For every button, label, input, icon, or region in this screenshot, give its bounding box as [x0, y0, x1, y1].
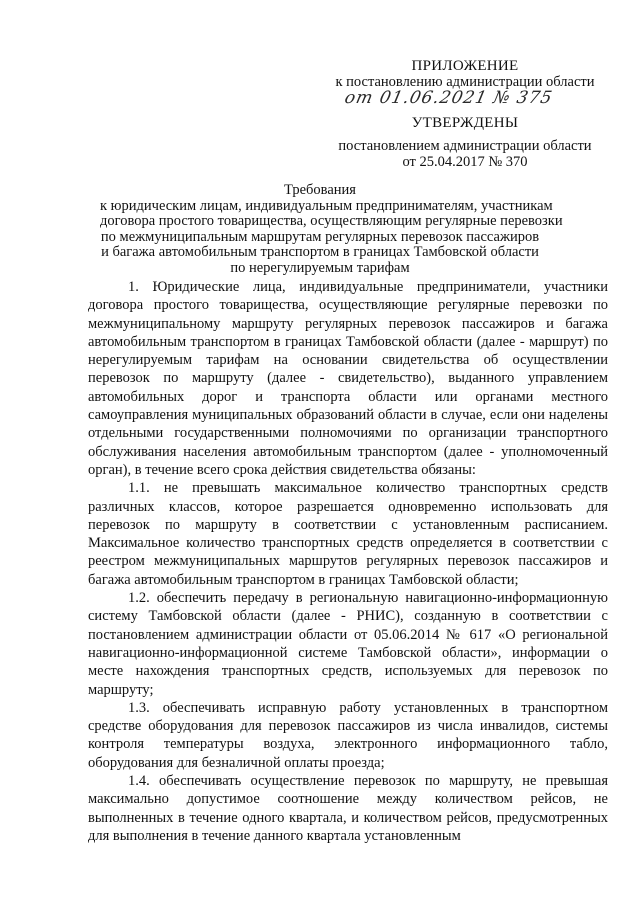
paragraph-1-2: 1.2. обеспечить передачу в региональную навигационно-информационную систему Тамбовской области (далее - РНИС), созданную в соответствии с постановлением администрации области от 05.06.2014 № 617 «О региональной навигационно-информационной системе Тамбовской области», информации о месте нахождения транспортных средств, используемых для перевозок по маршруту; — [88, 590, 608, 698]
paragraph-1-1: 1.1. не превышать максимальное количество транспортных средств различных классов, которое разрешается одновременно использовать для перевозок по маршруту в соответствии с установленным расписанием. Максимальное количество транспортных средств определяется в соответствии с реестром межмуниципальных маршрутов регулярных перевозок пассажиров и багажа автомобильным транспортом в границах Тамбовской области; — [88, 480, 608, 588]
approved-resolution-line: постановлением администрации области — [338, 138, 592, 154]
paragraph-1-3: 1.3. обеспечивать исправную работу установленных в транспортном средстве оборудования для перевозок пассажиров из числа инвалидов, системы контроля температуры воздуха, электронного информационного табло, оборудования для безналичной оплаты проезда; — [88, 699, 608, 771]
appendix-title: ПРИЛОЖЕНИЕ — [411, 58, 519, 74]
heading-line: и багажа автомобильным транспортом в границах Тамбовской области — [101, 244, 539, 260]
heading-line: договора простого товарищества, осуществляющим регулярные перевозки — [100, 213, 563, 229]
requirements-heading — [100, 182, 563, 276]
paragraph-1-4: 1.4. обеспечивать осуществление перевозок по маршруту, не превышая максимально допустимое соотношение между количеством рейсов, не выполненных в течение одного квартала, и количеством рейсов, предусмотренных для выполнения в течение данного квартала установленным — [88, 773, 608, 844]
heading-line: по нерегулируемым тарифам — [230, 259, 410, 276]
approved-title: УТВЕРЖДЕНЫ — [411, 115, 519, 131]
heading-line: к юридическим лицам, индивидуальным предпринимателям, участникам — [100, 197, 553, 214]
heading-line: по межмуниципальным маршрутам регулярных перевозок пассажиров — [100, 228, 540, 245]
approved-date-number: от 25.04.2017 № 370 — [402, 154, 528, 170]
paragraph-1: 1. Юридические лица, индивидуальные предприниматели, участники договора простого товарищества, осуществляющие регулярные перевозки по межмуниципальному маршруту регулярных перевозок пассажиров и багажа автомобильным транспортом в границах Тамбовской области (далее - маршрут) по нерегулируемым тарифам на основании свидетельства об осуществлении перевозок по маршруту (далее - свидетельство), выданного управлением автомобильных дорог и транспорта области или органами местного самоуправления муниципальных образований области в случае, если они наделены отдельными государственными полномочиями по организации транспортного обслуживания населения автомобильным транспортом (далее - уполномоченный орган), в течение всего срока действия свидетельства обязаны: — [88, 279, 608, 478]
document-body — [88, 278, 608, 845]
appendix-subtitle: к постановлению администрации области — [335, 74, 595, 90]
handwritten-date-number: от 01.06.2021 № 375 — [342, 88, 555, 108]
heading-line: Требования — [284, 182, 356, 198]
